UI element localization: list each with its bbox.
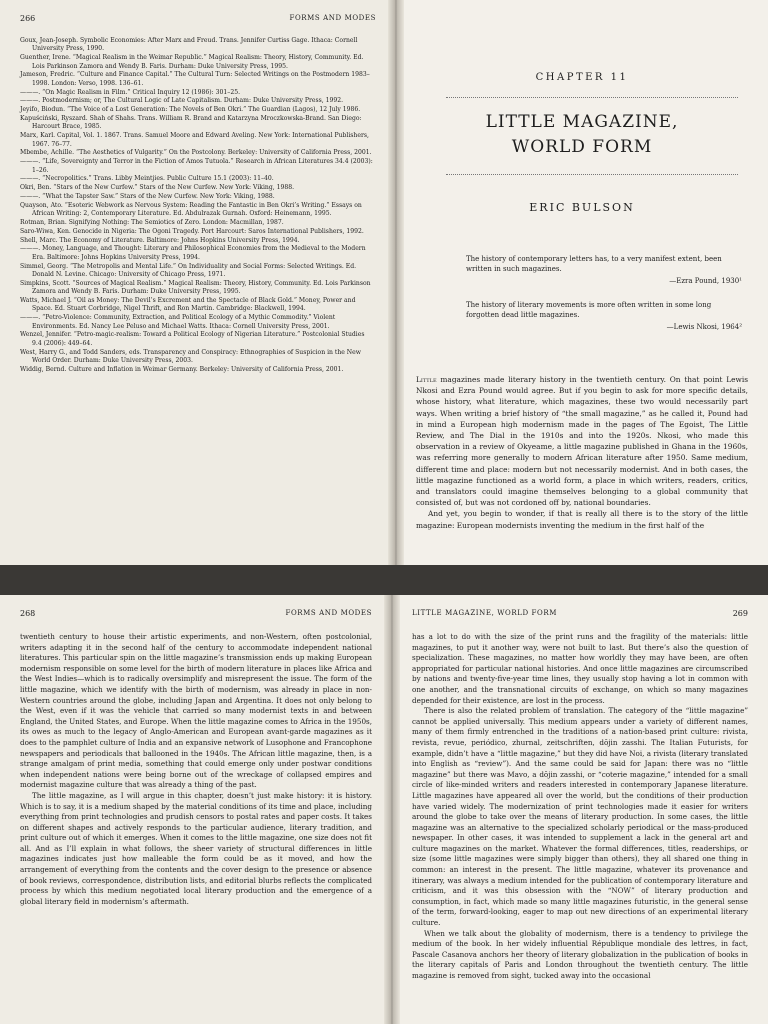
epigraph-2-attribution: —Lewis Nkosi, 1964² bbox=[666, 323, 742, 331]
bib-entry: Wenzel, Jennifer. “Petro-magic-realism: Toward a Political Ecology of Nigerian Literature.” Postcolonial Studies 9.4 (2006): 449–64. bbox=[20, 331, 365, 347]
page-number-268: 268 bbox=[20, 609, 36, 618]
running-head-266 bbox=[20, 14, 376, 23]
bib-entry: Saro-Wiwa, Ken. Genocide in Nigeria: The Ogoni Tragedy. Port Harcourt: Saros International Publishers, 1992. bbox=[20, 227, 364, 235]
bib-entry: ———. Postmodernism; or, The Cultural Logic of Late Capitalism. Durham: Duke University Press, 1992. bbox=[20, 97, 344, 105]
bib-entry: Marx, Karl. Capital, Vol. 1. 1867. Trans. Samuel Moore and Edward Aveling. New York: International Publishers, 1967. 76–77. bbox=[20, 132, 369, 148]
chapter-opening-text bbox=[416, 374, 748, 531]
bib-entry: ———. “Petro-Violence: Community, Extraction, and Political Ecology of a Mythic Commodity.” Violent Environments. Ed. Nancy Lee Peluso and Michael Watts. Ithaca: Cornell University Press, 2001. bbox=[20, 314, 336, 330]
chapter-author: ERIC BULSON bbox=[529, 201, 635, 214]
bibliography-list bbox=[20, 37, 376, 374]
bib-entry: Simmel, Georg. “The Metropolis and Mental Life.” On Individuality and Social Forms: Selected Writings. Ed. Donald N. Levine. Chicago: University of Chicago Press, 1971. bbox=[20, 262, 357, 278]
epigraph-1: The history of contemporary letters has, to a very manifest extent, been written in such magazines. bbox=[466, 255, 722, 273]
book-gutter-top bbox=[388, 0, 404, 565]
bib-entry: Watts, Michael J. “Oil as Money: The Devil’s Excrement and the Spectacle of Black Gold.” Money, Power and Space. Ed. Stuart Corbridge, Nigel Thrift, and Ron Martin. Cambridge: Blackwell, 1994. bbox=[20, 297, 356, 313]
paragraph-text: magazines made literary history in the twentieth century. On that point Lewis Nkosi and Ezra Pound would agree. But if you begin to ask for more specific details, whose history, what literature, which magazines, these two would necessarily part ways. When writing a brief history of “the small magazine,” as he called it, Pound had in mind a European high modernism made in the pages of The Egoist, The Little Review, and The Dial in the 1910s and into the 1920s. Nkosi, who made this observation in a review of Okyeame, a little magazine published in Ghana in the 1960s, was referring more generally to modern African literature after 1950. Same medium, different time and place: modern but not necessarily modernist. And in both cases, the little magazine functioned as a world form, a place in which writers, readers, critics, and translators could imagine themselves belonging to a global community that consisted of, but was not cordoned off by, national boundaries. bbox=[416, 375, 748, 508]
bib-entry: ———. “Necropolitics.” Trans. Libby Meintjies. Public Culture 15.1 (2003): 11–40. bbox=[20, 175, 274, 183]
paragraph: There is also the related problem of translation. The category of the “little magazine” cannot be applied universally. This medium appears under a variety of different names, many of them firmly entrenched in the traditions of a nation-based print culture: rivista, revista, revue, periódico, zhurnal, zeitschriften, dōjin zasshi. The Italian Futurists, for example, didn’t have a “little magazine,” but they did have Noi, a rivista (literary translated into English as “review”). And the same could be said for Japan: there was no “little magazine” but there was Mavo, a dōjin zasshi, or “coterie magazine,” intended for a small circle of like-minded writers and readers interested in contemporary Japanese literature. Little magazines have appeared all over the world, but the conditions of their production have varied widely. The modernization of print technologies made it easier for writers around the globe to take over the means of literary production. In some cases, the little magazine was an alternative to the specialized scholarly periodical or the mass-produced newspaper. In other cases, it was intended to supplement a lack in the general art and culture magazines on the market. Whatever the formal differences, titles, readerships, or size (some little magazines were simply bigger than others), they all shared one thing in common: an interest in the present. The little magazine, whatever its provenance and itinerary, was always a medium intended for the publication of contemporary literature and criticism, and it was this obsession with the “NOW” of literary production and consumption, in fact, which made so many little magazines futuristic, in the general sense of the term, forward-looking, eager to map out new directions of an experimental literary culture. bbox=[412, 706, 748, 928]
running-head-269 bbox=[412, 609, 748, 618]
bib-entry: Widdig, Bernd. Culture and Inflation in Weimar Germany. Berkeley: University of California Press, 2001. bbox=[20, 365, 344, 373]
body-text-268 bbox=[20, 632, 372, 907]
bib-entry: Simpkins, Scott. “Sources of Magical Realism.” Magical Realism: Theory, History, Community. Ed. Lois Parkinson Zamora and Wendy B. Faris. Durham: Duke University Press, 1995. bbox=[20, 279, 371, 296]
bib-entry: ———. “What the Tapster Saw.” Stars of the New Curfew. New York: Viking, 1988. bbox=[20, 193, 275, 200]
page-269 bbox=[392, 595, 768, 1024]
paragraph bbox=[416, 374, 748, 508]
running-head-title-269: LITTLE MAGAZINE, WORLD FORM bbox=[412, 609, 557, 617]
page-266 bbox=[0, 0, 396, 565]
bib-entry: Quayson, Ato. “Esoteric Webwork as Nervous System: Reading the Fantastic in Ben Okri’s Writing.” Essays on African Writing: 2, Contemporary Literature. Ed. Abdulrazak Gurnah. Oxford: Heinemann, 1995. bbox=[20, 201, 362, 218]
running-head-268 bbox=[20, 609, 372, 618]
chapter-title-line-1: LITTLE MAGAZINE, bbox=[485, 112, 679, 132]
book-gutter-bottom bbox=[384, 595, 400, 1024]
paragraph: The little magazine, as I will argue in this chapter, doesn’t just make history: it is history. Which is to say, it is a medium shaped by the material conditions of its time and place, including everything from print technologies and prudish censors to postal rates and paper costs. It takes on different shapes and actively responds to the particular audience, literary tradition, and print culture out of which it emerges. When it comes to the little magazine, one size does not fit all. And as I’ll explain in what follows, the sheer variety of structural differences in little magazines indicates just how malleable the form could be as it moved, and how the arrangement of everything from the contents and the cover design to the presence or absence of book reviews, correspondence, distribution lists, and editorial blurbs reflects the complicated process by which this medium negotiated local literary production and the emergence of a global literary field in modernism’s aftermath. bbox=[20, 790, 372, 906]
running-head-title-266: FORMS AND MODES bbox=[289, 14, 376, 22]
bib-entry: ———. Money, Language, and Thought: Literary and Philosophical Economies from the Medieval to the Modern Era. Baltimore: Johns Hopkins University Press, 1994. bbox=[20, 245, 366, 261]
chapter-label: CHAPTER 11 bbox=[535, 72, 629, 83]
running-head-title-268: FORMS AND MODES bbox=[285, 609, 372, 617]
bib-entry: Rotman, Brian. Signifying Nothing: The Semiotics of Zero. London: Macmillan, 1987. bbox=[20, 219, 284, 226]
paragraph: has a lot to do with the size of the print runs and the fragility of the materials: little magazines, to put it another way, were not built to last. But there’s also the question of specialization. These magazines, no matter how worldly they may have been, are often appropriated for particular national histories. And once little magazines are circumscribed by nations and twenty-five-year time lines, they usually stop having a lot in common with one another, and the transnational circuits of exchange, on which so many magazines depended for their existence, are lost in the process. bbox=[412, 632, 748, 705]
title-rule-top bbox=[446, 97, 738, 98]
bib-entry: Goux, Jean-Joseph. Symbolic Economies: After Marx and Freud. Trans. Jennifer Curtiss Gage. Ithaca: Cornell University Press, 1990. bbox=[20, 37, 358, 53]
epigraphs bbox=[466, 254, 742, 332]
page-267 bbox=[396, 0, 768, 565]
epigraph-2: The history of literary movements is more often written in some long forgotten dead little magazines. bbox=[466, 301, 712, 319]
page-number-269: 269 bbox=[732, 609, 748, 618]
drop-lead-word: Little bbox=[416, 375, 437, 384]
chapter-title bbox=[416, 110, 748, 160]
spread-separator bbox=[0, 565, 768, 595]
paragraph: twentieth century to house their artistic experiments, and non-Western, often postcolonial, writers adapting it in the second half of the century to accommodate independent national literatures. This particular spin on the little magazine’s transmission ends up making European modernism responsible on some level for the birth of modern literature in places like Africa and the West Indies—which is to radically oversimplify and misrepresent the issue. The form of the little magazine, which we identify with the birth of modernism, was already in place in non-Western countries around the globe, including Japan and Argentina. It does not only belong to the West, even if it was the vehicle that carried so many modernist texts in and between England, the United States, and Europe. When the little magazine comes to Africa in the 1950s, its owes as much to the legacy of Anglo-American and European avant-garde magazines as it does to the pamphlet culture of India and an expansive network of Lusophone and Francophone newspapers and periodicals that ballooned in the 1940s. The African little magazine, then, is a strange amalgam of print media, something that could emerge only under postwar conditions when independent nations were being borne out of the wreckage of collapsed empires and modernist magazine culture that was already a thing of the past. bbox=[20, 632, 372, 790]
bib-entry: Jeyifo, Biodun. “The Voice of a Lost Generation: The Novels of Ben Okri.” The Guardian (Lagos), 12 July 1986. bbox=[20, 106, 361, 114]
page-268 bbox=[0, 595, 392, 1024]
paragraph: When we talk about the globality of modernism, there is a tendency to privilege the medium of the book. In her widely influential République mondiale des lettres, in fact, Pascale Casanova anchors her theory of literary globalization in the publication of books in the literary capitals of Paris and London throughout the twentieth century. The little magazine is removed from sight, tucked away into the occasional bbox=[412, 928, 748, 980]
bib-entry: Mbembe, Achille. “The Aesthetics of Vulgarity.” On the Postcolony. Berkeley: University of California Press, 2001. bbox=[20, 149, 372, 157]
bib-entry: Kapuściński, Ryszard. Shah of Shahs. Trans. William R. Brand and Katarzyna Mroczkowska-Brand. San Diego: Harcourt Brace, 1985. bbox=[20, 115, 362, 131]
paragraph: And yet, you begin to wonder, if that is really all there is to the story of the little magazine: European modernists inventing the medium in the first half of the bbox=[416, 509, 748, 530]
bib-entry: Okri, Ben. “Stars of the New Curfew.” Stars of the New Curfew. New York: Viking, 1988. bbox=[20, 184, 295, 192]
bib-entry: ———. “Life, Sovereignty and Terror in the Fiction of Amos Tutuola.” Research in African Literatures 34.4 (2003): 1–26. bbox=[20, 158, 373, 174]
bib-entry: West, Harry G., and Todd Sanders, eds. Transparency and Conspiracy: Ethnographies of Suspicion in the New World Order. Durham: Duke University Press, 2003. bbox=[20, 348, 361, 365]
bib-entry: Guenther, Irene. “Magical Realism in the Weimar Republic.” Magical Realism: Theory, History, Community. Ed. Lois Parkinson Zamora and Wendy B. Faris. Durham: Duke University Press, 1995. bbox=[20, 54, 364, 70]
bib-entry: Jameson, Fredric. “Culture and Finance Capital.” The Cultural Turn: Selected Writings on the Postmodern 1983–1998. London: Verso, 1998. 136–61. bbox=[20, 71, 370, 87]
bib-entry: Shell, Marc. The Economy of Literature. Baltimore: Johns Hopkins University Press, 1994. bbox=[20, 236, 300, 244]
title-rule-bottom bbox=[446, 174, 738, 175]
epigraph-1-attribution: —Ezra Pound, 1930¹ bbox=[669, 277, 742, 285]
body-text-269 bbox=[412, 632, 748, 982]
page-number-266: 266 bbox=[20, 14, 36, 23]
chapter-title-line-2: WORLD FORM bbox=[511, 137, 653, 157]
bib-entry: ———. “On Magic Realism in Film.” Critical Inquiry 12 (1986): 301–25. bbox=[20, 88, 241, 96]
